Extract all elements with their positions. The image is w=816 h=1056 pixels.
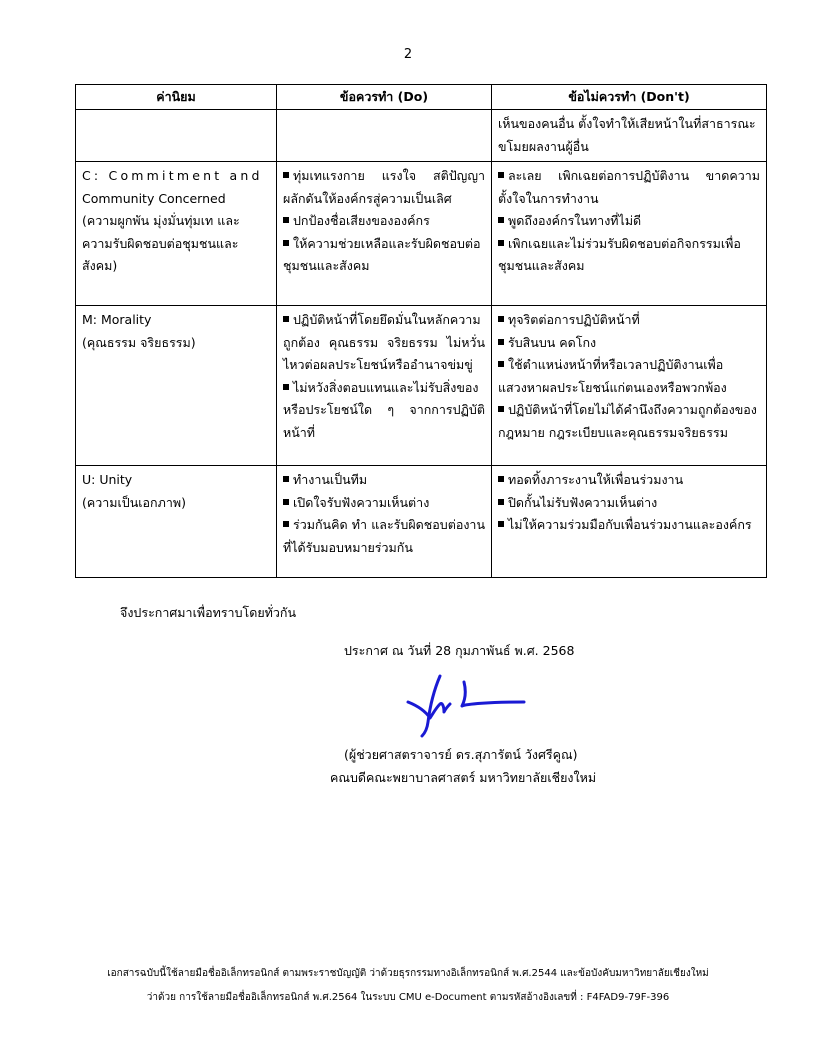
list-item: ให้ความช่วยเหลือและรับผิดชอบต่อชุมชนและสังคม <box>283 235 481 273</box>
bullet-icon <box>283 240 289 246</box>
value-title-2: Community Concerned <box>82 190 226 206</box>
list-item: ไม่ให้ความร่วมมือกับเพื่อนร่วมงานและองค์กร <box>498 514 760 537</box>
list-item: ทอดทิ้งภาระงานให้เพื่อนร่วมงาน <box>498 469 760 492</box>
cell-dont-morality <box>492 306 767 466</box>
cell-do-commitment <box>277 162 492 306</box>
announcement-text: จึงประกาศมาเพื่อทราบโดยทั่วกัน <box>120 605 297 620</box>
footer-line-1: เอกสารฉบับนี้ใช้ลายมือชื่ออิเล็กทรอนิกส์ ตามพระราชบัญญัติ ว่าด้วยธุรกรรมทางอิเล็กทรอนิกส์ พ.ศ.2544 และข้อบังคับมหาวิทยาลัยเชียงใหม่ <box>107 968 709 979</box>
bullet-icon <box>498 316 504 322</box>
bullet-icon <box>498 172 504 178</box>
core-values-table <box>75 84 767 578</box>
table-row-unity <box>76 466 767 578</box>
page-number: 2 <box>403 47 413 62</box>
value-subtitle: (ความผูกพัน มุ่งมั่นทุ่มเท และความรับผิดชอบต่อชุมชนและสังคม) <box>82 213 240 273</box>
value-title: C: Commitment and <box>82 168 263 183</box>
bullet-icon <box>498 361 504 367</box>
table-header-row <box>76 85 767 110</box>
list-item: ร่วมกันคิด ทำ และรับผิดชอบต่องานที่ได้รับมอบหมายร่วมกัน <box>283 517 485 555</box>
value-title: M: Morality <box>82 312 152 327</box>
list-item: พูดถึงองค์กรในทางที่ไม่ดี <box>498 210 760 233</box>
list-item: เปิดใจรับฟังความเห็นต่าง <box>283 492 485 515</box>
announcement-date: ประกาศ ณ วันที่ 28 กุมภาพันธ์ พ.ศ. 2568 <box>344 643 575 658</box>
header-values: ค่านิยม <box>76 85 277 110</box>
footer-line-2: ว่าด้วย การใช้ลายมือชื่ออิเล็กทรอนิกส์ พ.ศ.2564 ในระบบ CMU e-Document ตามรหัสอ้างอิงเลขที่ : F4FAD9-79F-396 <box>146 992 670 1003</box>
bullet-icon <box>283 384 289 390</box>
bullet-icon <box>283 476 289 482</box>
signature-image <box>400 672 530 740</box>
cell-dont-continuation: เห็นของคนอื่น ตั้งใจทำให้เสียหน้าในที่สาธารณะ ขโมยผลงานผู้อื่น <box>492 110 767 162</box>
bullet-icon <box>283 316 289 322</box>
table-row-morality <box>76 306 767 466</box>
list-item: ปฏิบัติหน้าที่โดยไม่ได้คำนึงถึงความถูกต้องของกฎหมาย กฎระเบียบและคุณธรรมจริยธรรม <box>498 402 757 440</box>
list-item: ละเลย เพิกเฉยต่อการปฏิบัติงาน ขาดความตั้งใจในการทำงาน <box>498 168 760 206</box>
list-item: ทุ่มเทแรงกาย แรงใจ สติปัญญา ผลักดันให้องค์กรสู่ความเป็นเลิศ <box>283 168 485 206</box>
cell-dont-commitment <box>492 162 767 306</box>
cell-value-commitment <box>76 162 277 306</box>
bullet-icon <box>498 476 504 482</box>
value-title: U: Unity <box>82 472 133 487</box>
cell-empty <box>76 110 277 162</box>
signer-title: คณบดีคณะพยาบาลศาสตร์ มหาวิทยาลัยเชียงใหม่ <box>330 770 597 785</box>
list-item: ปกป้องชื่อเสียงขององค์กร <box>283 210 485 233</box>
bullet-icon <box>283 217 289 223</box>
list-item: รับสินบน คดโกง <box>498 332 760 355</box>
header-do: ข้อควรทำ (Do) <box>277 85 492 110</box>
list-item: ทำงานเป็นทีม <box>283 469 485 492</box>
list-item: ปิดกั้นไม่รับฟังความเห็นต่าง <box>498 492 760 515</box>
cell-do-unity <box>277 466 492 578</box>
cell-dont-unity <box>492 466 767 578</box>
table-row-commitment <box>76 162 767 306</box>
cell-empty <box>277 110 492 162</box>
bullet-icon <box>498 217 504 223</box>
list-item: ปฏิบัติหน้าที่โดยยึดมั่นในหลักความถูกต้อง คุณธรรม จริยธรรม ไม่หวั่นไหวต่อผลประโยชน์หรืออำนาจข่มขู่ <box>283 312 485 372</box>
list-item: ทุจริตต่อการปฏิบัติหน้าที่ <box>498 309 760 332</box>
bullet-icon <box>498 406 504 412</box>
value-subtitle: (คุณธรรม จริยธรรม) <box>82 334 196 350</box>
bullet-icon <box>283 499 289 505</box>
bullet-icon <box>283 521 289 527</box>
cell-value-morality <box>76 306 277 466</box>
signer-name: (ผู้ช่วยศาสตราจารย์ ดร.สุภารัตน์ วังศรีคูณ) <box>344 747 578 762</box>
bullet-icon <box>498 499 504 505</box>
value-subtitle: (ความเป็นเอกภาพ) <box>82 494 186 510</box>
header-dont: ข้อไม่ควรทำ (Don't) <box>492 85 767 110</box>
bullet-icon <box>283 172 289 178</box>
table-row-continuation <box>76 110 767 162</box>
list-item: ใช้ตำแหน่งหน้าที่หรือเวลาปฏิบัติงานเพื่อแสวงหาผลประโยชน์แก่ตนเองหรือพวกพ้อง <box>498 357 727 395</box>
list-item: เพิกเฉยและไม่ร่วมรับผิดชอบต่อกิจกรรมเพื่อชุมชนและสังคม <box>498 235 741 273</box>
bullet-icon <box>498 240 504 246</box>
list-item: ไม่หวังสิ่งตอบแทนและไม่รับสิ่งของหรือประโยชน์ใด ๆ จากการปฏิบัติหน้าที่ <box>283 379 485 440</box>
cell-do-morality <box>277 306 492 466</box>
bullet-icon <box>498 521 504 527</box>
cell-value-unity <box>76 466 277 578</box>
bullet-icon <box>498 339 504 345</box>
